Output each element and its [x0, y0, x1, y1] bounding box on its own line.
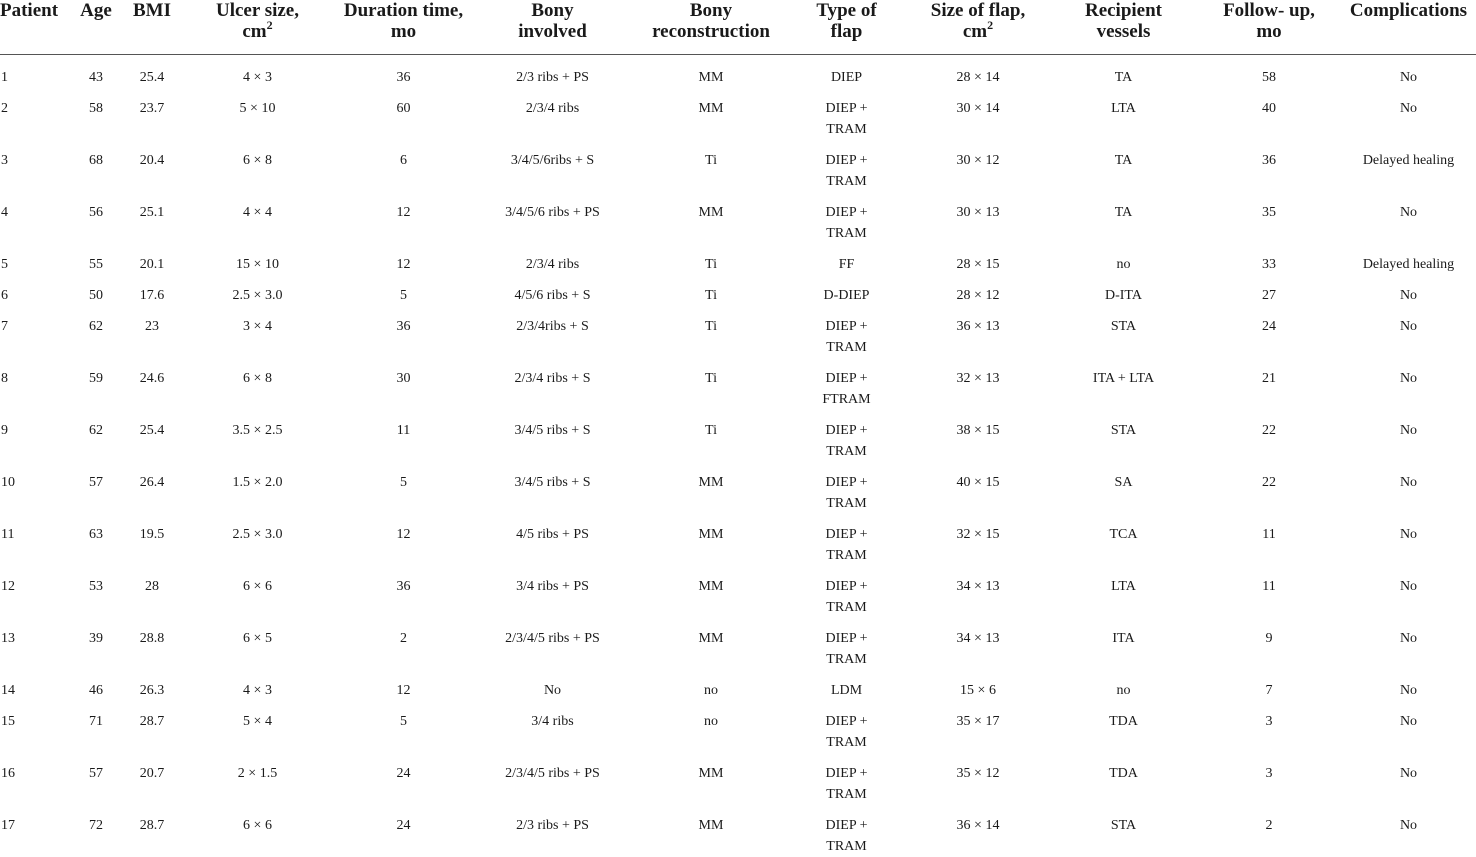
complications-cell: No [1341, 701, 1476, 753]
header-line: Size of flap, [931, 0, 1025, 21]
duration-cell: 2 [337, 618, 470, 670]
header-bony-involved [470, 0, 635, 55]
flap-size-cell: 32 × 15 [906, 514, 1050, 566]
follow-up-cell: 21 [1197, 358, 1341, 410]
ulcer-size-cell: 2 × 1.5 [178, 753, 337, 805]
flap-type-line: LDM [789, 680, 904, 701]
recipient-vessels-cell: TCA [1050, 514, 1197, 566]
recipient-vessels-cell: STA [1050, 410, 1197, 462]
patient-cell: 7 [0, 306, 66, 358]
flap-size-cell: 36 × 14 [906, 805, 1050, 857]
flap-type-cell [787, 753, 906, 805]
duration-cell: 11 [337, 410, 470, 462]
flap-size-cell: 30 × 14 [906, 88, 1050, 140]
header-ulcer-size [178, 0, 337, 55]
duration-cell: 36 [337, 55, 470, 89]
duration-cell: 5 [337, 275, 470, 306]
age-cell: 68 [66, 140, 126, 192]
flap-type-line: TRAM [789, 836, 904, 857]
duration-cell: 12 [337, 514, 470, 566]
bmi-cell: 20.7 [126, 753, 178, 805]
flap-size-cell: 40 × 15 [906, 462, 1050, 514]
table-row [0, 244, 1476, 275]
recipient-vessels-cell: no [1050, 670, 1197, 701]
age-cell: 71 [66, 701, 126, 753]
flap-type-cell [787, 306, 906, 358]
duration-cell: 30 [337, 358, 470, 410]
flap-size-cell: 38 × 15 [906, 410, 1050, 462]
table-row [0, 566, 1476, 618]
header-line: mo [391, 21, 416, 42]
recipient-vessels-cell: LTA [1050, 88, 1197, 140]
bmi-cell: 26.3 [126, 670, 178, 701]
bony-involved-cell: 2/3/4/5 ribs + PS [470, 753, 635, 805]
header-duration-time [337, 0, 470, 55]
duration-cell: 60 [337, 88, 470, 140]
ulcer-size-cell: 5 × 4 [178, 701, 337, 753]
bony-involved-cell: 2/3 ribs + PS [470, 55, 635, 89]
bony-involved-cell: 4/5/6 ribs + S [470, 275, 635, 306]
follow-up-cell: 3 [1197, 701, 1341, 753]
flap-type-cell [787, 514, 906, 566]
bmi-cell: 25.4 [126, 410, 178, 462]
patient-cell: 13 [0, 618, 66, 670]
duration-cell: 24 [337, 805, 470, 857]
header-size-of-flap [906, 0, 1050, 55]
age-cell: 59 [66, 358, 126, 410]
complications-cell: No [1341, 306, 1476, 358]
patient-cell: 2 [0, 88, 66, 140]
flap-type-line: FTRAM [789, 389, 904, 410]
bony-reconstruction-cell: Ti [635, 140, 787, 192]
complications-cell: No [1341, 753, 1476, 805]
flap-type-line: DIEP + [789, 763, 904, 784]
bony-reconstruction-cell: MM [635, 514, 787, 566]
age-cell: 50 [66, 275, 126, 306]
bony-involved-cell: 3/4/5 ribs + S [470, 410, 635, 462]
table-row [0, 618, 1476, 670]
flap-type-cell [787, 358, 906, 410]
recipient-vessels-cell: STA [1050, 805, 1197, 857]
table-body [0, 55, 1476, 857]
flap-size-cell: 34 × 13 [906, 618, 1050, 670]
header-line: Complications [1350, 0, 1467, 21]
follow-up-cell: 2 [1197, 805, 1341, 857]
age-cell: 55 [66, 244, 126, 275]
ulcer-size-cell: 3 × 4 [178, 306, 337, 358]
header-line: Bony [690, 0, 732, 21]
duration-cell: 36 [337, 566, 470, 618]
header-line: involved [518, 21, 587, 42]
flap-type-line: TRAM [789, 337, 904, 358]
flap-type-line: TRAM [789, 649, 904, 670]
header-line: Patient [0, 0, 58, 21]
table-row [0, 670, 1476, 701]
bony-involved-cell: 2/3/4 ribs + S [470, 358, 635, 410]
bony-involved-cell: 2/3/4/5 ribs + PS [470, 618, 635, 670]
header-bony-reconstruction [635, 0, 787, 55]
recipient-vessels-cell: ITA [1050, 618, 1197, 670]
age-cell: 57 [66, 753, 126, 805]
flap-type-line: TRAM [789, 732, 904, 753]
header-line: mo [1256, 21, 1281, 42]
flap-type-line: TRAM [789, 597, 904, 618]
table-row [0, 358, 1476, 410]
flap-type-line: TRAM [789, 784, 904, 805]
flap-type-line: DIEP + [789, 368, 904, 389]
ulcer-size-cell: 15 × 10 [178, 244, 337, 275]
flap-type-cell [787, 462, 906, 514]
bony-involved-cell: 3/4 ribs [470, 701, 635, 753]
bmi-cell: 19.5 [126, 514, 178, 566]
bmi-cell: 23 [126, 306, 178, 358]
bony-reconstruction-cell: MM [635, 192, 787, 244]
table-row [0, 753, 1476, 805]
bony-reconstruction-cell: Ti [635, 410, 787, 462]
patient-cell: 3 [0, 140, 66, 192]
bmi-cell: 25.1 [126, 192, 178, 244]
bony-involved-cell: 2/3/4ribs + S [470, 306, 635, 358]
recipient-vessels-cell: TA [1050, 140, 1197, 192]
recipient-vessels-cell: TA [1050, 192, 1197, 244]
complications-cell: Delayed healing [1341, 244, 1476, 275]
complications-cell: No [1341, 566, 1476, 618]
duration-cell: 12 [337, 244, 470, 275]
patient-cell: 4 [0, 192, 66, 244]
ulcer-size-cell: 6 × 8 [178, 358, 337, 410]
recipient-vessels-cell: SA [1050, 462, 1197, 514]
complications-cell: No [1341, 88, 1476, 140]
ulcer-size-cell: 4 × 4 [178, 192, 337, 244]
table-row [0, 275, 1476, 306]
duration-cell: 12 [337, 670, 470, 701]
ulcer-size-cell: 6 × 5 [178, 618, 337, 670]
recipient-vessels-cell: TA [1050, 55, 1197, 89]
header-bmi [126, 0, 178, 55]
header-type-of-flap [787, 0, 906, 55]
header-unit-exponent: 2 [987, 18, 993, 32]
table-row [0, 805, 1476, 857]
recipient-vessels-cell: TDA [1050, 701, 1197, 753]
flap-type-line: DIEP + [789, 576, 904, 597]
flap-type-line: DIEP [789, 67, 904, 88]
bmi-cell: 26.4 [126, 462, 178, 514]
ulcer-size-cell: 1.5 × 2.0 [178, 462, 337, 514]
age-cell: 46 [66, 670, 126, 701]
patient-cell: 8 [0, 358, 66, 410]
header-line: Recipient [1085, 0, 1162, 21]
bmi-cell: 25.4 [126, 55, 178, 89]
header-line: Ulcer size, [216, 0, 299, 21]
flap-type-cell [787, 140, 906, 192]
complications-cell: No [1341, 618, 1476, 670]
follow-up-cell: 11 [1197, 514, 1341, 566]
header-unit-exponent: 2 [267, 18, 273, 32]
bmi-cell: 28.8 [126, 618, 178, 670]
bony-involved-cell: 2/3/4 ribs [470, 88, 635, 140]
flap-type-cell [787, 701, 906, 753]
flap-type-line: TRAM [789, 545, 904, 566]
follow-up-cell: 24 [1197, 306, 1341, 358]
flap-type-cell [787, 192, 906, 244]
bony-reconstruction-cell: Ti [635, 275, 787, 306]
follow-up-cell: 11 [1197, 566, 1341, 618]
ulcer-size-cell: 5 × 10 [178, 88, 337, 140]
patient-cell: 9 [0, 410, 66, 462]
flap-type-cell [787, 88, 906, 140]
follow-up-cell: 9 [1197, 618, 1341, 670]
follow-up-cell: 3 [1197, 753, 1341, 805]
age-cell: 63 [66, 514, 126, 566]
bony-involved-cell: No [470, 670, 635, 701]
recipient-vessels-cell: D-ITA [1050, 275, 1197, 306]
bony-reconstruction-cell: MM [635, 805, 787, 857]
header-unit: cm [242, 21, 266, 42]
bony-reconstruction-cell: MM [635, 462, 787, 514]
complications-cell: No [1341, 514, 1476, 566]
bony-reconstruction-cell: no [635, 701, 787, 753]
flap-type-line: TRAM [789, 441, 904, 462]
age-cell: 39 [66, 618, 126, 670]
header-line: reconstruction [652, 21, 770, 42]
duration-cell: 5 [337, 701, 470, 753]
bony-involved-cell: 3/4/5/6 ribs + PS [470, 192, 635, 244]
bmi-cell: 20.4 [126, 140, 178, 192]
bony-reconstruction-cell: MM [635, 88, 787, 140]
header-unit: cm [963, 21, 987, 42]
ulcer-size-cell: 6 × 6 [178, 566, 337, 618]
flap-size-cell: 28 × 12 [906, 275, 1050, 306]
flap-type-line: DIEP + [789, 316, 904, 337]
header-line: flap [831, 21, 863, 42]
bony-involved-cell: 2/3 ribs + PS [470, 805, 635, 857]
follow-up-cell: 36 [1197, 140, 1341, 192]
follow-up-cell: 22 [1197, 410, 1341, 462]
flap-type-line: TRAM [789, 223, 904, 244]
ulcer-size-cell: 6 × 8 [178, 140, 337, 192]
flap-size-cell: 34 × 13 [906, 566, 1050, 618]
table-row [0, 55, 1476, 89]
flap-type-line: DIEP + [789, 815, 904, 836]
header-follow-up [1197, 0, 1341, 55]
patient-cell: 10 [0, 462, 66, 514]
duration-cell: 5 [337, 462, 470, 514]
flap-size-cell: 28 × 14 [906, 55, 1050, 89]
ulcer-size-cell: 2.5 × 3.0 [178, 514, 337, 566]
header-line: Duration time, [344, 0, 463, 21]
flap-type-line: DIEP + [789, 524, 904, 545]
bony-reconstruction-cell: Ti [635, 306, 787, 358]
flap-size-cell: 15 × 6 [906, 670, 1050, 701]
age-cell: 58 [66, 88, 126, 140]
table-row [0, 701, 1476, 753]
ulcer-size-cell: 3.5 × 2.5 [178, 410, 337, 462]
header-complications [1341, 0, 1476, 55]
flap-type-cell [787, 275, 906, 306]
flap-type-line: TRAM [789, 493, 904, 514]
table-row [0, 192, 1476, 244]
bony-involved-cell: 3/4/5 ribs + S [470, 462, 635, 514]
table-row [0, 410, 1476, 462]
complications-cell: No [1341, 410, 1476, 462]
table-row [0, 306, 1476, 358]
flap-type-line: DIEP + [789, 420, 904, 441]
recipient-vessels-cell: ITA + LTA [1050, 358, 1197, 410]
flap-type-cell [787, 670, 906, 701]
follow-up-cell: 33 [1197, 244, 1341, 275]
complications-cell: No [1341, 358, 1476, 410]
follow-up-cell: 7 [1197, 670, 1341, 701]
bony-involved-cell: 4/5 ribs + PS [470, 514, 635, 566]
recipient-vessels-cell: TDA [1050, 753, 1197, 805]
header-line: Follow- up, [1223, 0, 1315, 21]
bony-reconstruction-cell: no [635, 670, 787, 701]
recipient-vessels-cell: no [1050, 244, 1197, 275]
header-row [0, 0, 1476, 55]
bony-reconstruction-cell: Ti [635, 358, 787, 410]
complications-cell: Delayed healing [1341, 140, 1476, 192]
flap-type-line: DIEP + [789, 202, 904, 223]
header-line: vessels [1097, 21, 1151, 42]
flap-size-cell: 35 × 12 [906, 753, 1050, 805]
header-recipient-vessels [1050, 0, 1197, 55]
follow-up-cell: 40 [1197, 88, 1341, 140]
flap-type-line: TRAM [789, 119, 904, 140]
bony-reconstruction-cell: MM [635, 566, 787, 618]
table-row [0, 514, 1476, 566]
complications-cell: No [1341, 462, 1476, 514]
complications-cell: No [1341, 670, 1476, 701]
age-cell: 72 [66, 805, 126, 857]
patient-cell: 6 [0, 275, 66, 306]
duration-cell: 12 [337, 192, 470, 244]
age-cell: 53 [66, 566, 126, 618]
patient-cell: 11 [0, 514, 66, 566]
bmi-cell: 28.7 [126, 805, 178, 857]
duration-cell: 36 [337, 306, 470, 358]
bony-involved-cell: 3/4 ribs + PS [470, 566, 635, 618]
header-line: Type of [816, 0, 876, 21]
age-cell: 56 [66, 192, 126, 244]
bmi-cell: 24.6 [126, 358, 178, 410]
bmi-cell: 17.6 [126, 275, 178, 306]
bmi-cell: 23.7 [126, 88, 178, 140]
table-row [0, 140, 1476, 192]
flap-type-cell [787, 618, 906, 670]
flap-type-line: FF [789, 254, 904, 275]
flap-type-line: TRAM [789, 171, 904, 192]
table-header [0, 0, 1476, 55]
age-cell: 43 [66, 55, 126, 89]
age-cell: 57 [66, 462, 126, 514]
ulcer-size-cell: 2.5 × 3.0 [178, 275, 337, 306]
follow-up-cell: 22 [1197, 462, 1341, 514]
recipient-vessels-cell: STA [1050, 306, 1197, 358]
ulcer-size-cell: 4 × 3 [178, 670, 337, 701]
duration-cell: 6 [337, 140, 470, 192]
bony-reconstruction-cell: Ti [635, 244, 787, 275]
flap-size-cell: 28 × 15 [906, 244, 1050, 275]
complications-cell: No [1341, 55, 1476, 89]
patient-cell: 1 [0, 55, 66, 89]
follow-up-cell: 35 [1197, 192, 1341, 244]
age-cell: 62 [66, 410, 126, 462]
bony-reconstruction-cell: MM [635, 753, 787, 805]
flap-type-line: DIEP + [789, 150, 904, 171]
bony-reconstruction-cell: MM [635, 55, 787, 89]
ulcer-size-cell: 4 × 3 [178, 55, 337, 89]
flap-type-line: DIEP + [789, 711, 904, 732]
flap-type-line: DIEP + [789, 472, 904, 493]
header-line: Age [80, 0, 112, 21]
flap-size-cell: 30 × 13 [906, 192, 1050, 244]
flap-size-cell: 35 × 17 [906, 701, 1050, 753]
follow-up-cell: 27 [1197, 275, 1341, 306]
flap-size-cell: 30 × 12 [906, 140, 1050, 192]
header-patient [0, 0, 66, 55]
follow-up-cell: 58 [1197, 55, 1341, 89]
table-row [0, 462, 1476, 514]
patient-cell: 15 [0, 701, 66, 753]
bony-reconstruction-cell: MM [635, 618, 787, 670]
bony-involved-cell: 2/3/4 ribs [470, 244, 635, 275]
bony-involved-cell: 3/4/5/6ribs + S [470, 140, 635, 192]
flap-type-cell [787, 566, 906, 618]
complications-cell: No [1341, 275, 1476, 306]
table-row [0, 88, 1476, 140]
header-line: Bony [531, 0, 573, 21]
patient-cell: 17 [0, 805, 66, 857]
recipient-vessels-cell: LTA [1050, 566, 1197, 618]
header-line: BMI [133, 0, 171, 21]
patient-cell: 16 [0, 753, 66, 805]
flap-type-line: DIEP + [789, 98, 904, 119]
flap-type-cell [787, 55, 906, 89]
flap-type-line: D-DIEP [789, 285, 904, 306]
flap-type-cell [787, 244, 906, 275]
header-age [66, 0, 126, 55]
flap-size-cell: 36 × 13 [906, 306, 1050, 358]
ulcer-size-cell: 6 × 6 [178, 805, 337, 857]
flap-type-line: DIEP + [789, 628, 904, 649]
age-cell: 62 [66, 306, 126, 358]
flap-type-cell [787, 805, 906, 857]
flap-size-cell: 32 × 13 [906, 358, 1050, 410]
complications-cell: No [1341, 192, 1476, 244]
patient-cell: 14 [0, 670, 66, 701]
bmi-cell: 20.1 [126, 244, 178, 275]
duration-cell: 24 [337, 753, 470, 805]
bmi-cell: 28 [126, 566, 178, 618]
patient-cell: 5 [0, 244, 66, 275]
complications-cell: No [1341, 805, 1476, 857]
bmi-cell: 28.7 [126, 701, 178, 753]
flap-type-cell [787, 410, 906, 462]
patient-cell: 12 [0, 566, 66, 618]
